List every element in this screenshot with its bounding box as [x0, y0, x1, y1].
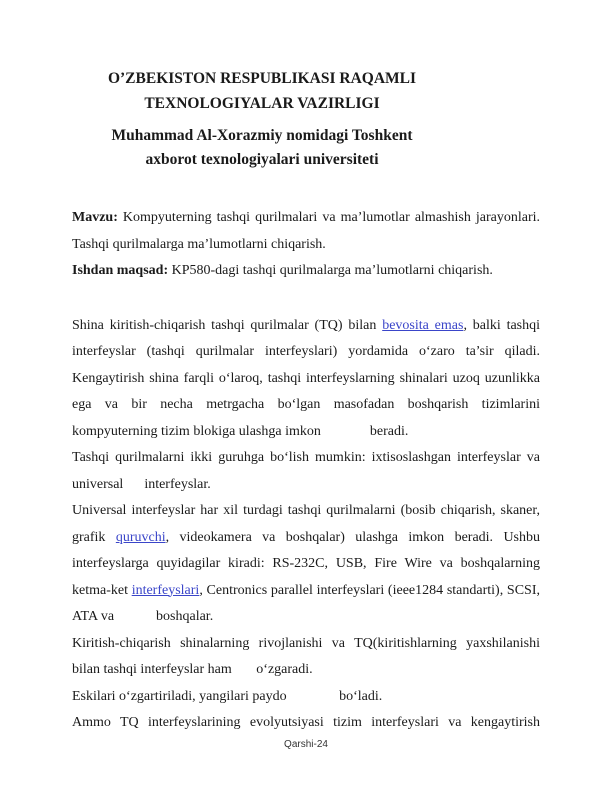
ministry-title-line-2: TEXNOLOGIYALAR VAZIRLIGI — [144, 95, 380, 112]
text-run: Eskilari o‘zgartiriladi, yangilari paydo bo‘ladi. — [72, 688, 383, 704]
document-heading — [72, 66, 452, 172]
paragraph-shina-kiritish-chiqarish — [72, 313, 540, 446]
university-subtitle-line-1: Muhammad Al-Xorazmiy nomidagi Toshkent — [111, 127, 413, 144]
university-subtitle — [72, 124, 452, 172]
university-subtitle-line-2: axborot texnologiyalari universiteti — [145, 151, 379, 168]
paragraph-ammo-tq-evolyutsiyasi — [72, 710, 540, 737]
text-run: KP580-dagi tashqi qurilmalarga ma’lumotlarni chiqarish. — [168, 263, 493, 278]
footer-page-label: Qarshi-24 — [284, 739, 328, 750]
text-run: Universal interfeyslar har xil turdagi tashqi qurilmalarni (bosib chiqarish, skaner, grafik — [72, 503, 540, 545]
document-body — [72, 205, 540, 737]
paragraph-eskilari-yangilari — [72, 684, 540, 711]
ministry-title — [72, 66, 452, 116]
text-run: Kompyuterning tashqi qurilmalari va ma’lumotlar almashish jarayonlari. Tashqi qurilmalarga ma’lumotlarni chiqarish. — [72, 210, 540, 252]
hyperlink-bevosita-emas[interactable]: bevosita emas — [382, 317, 464, 333]
paragraph-tashqi-qurilmalarni-guruhlari — [72, 445, 540, 498]
text-run: Tashqi qurilmalarni ikki guruhga bo‘lish mumkin: ixtisoslashgan interfeyslar va universal interfeyslar. — [72, 450, 540, 492]
page-footer — [0, 739, 612, 750]
text-run: Shina kiritish-chiqarish tashqi qurilmalar (TQ) bilan — [72, 317, 383, 333]
text-run: , balki tashqi interfeyslar (tashqi qurilmalar interfeyslari) yordamida o‘zaro ta’sir qiladi. Kengaytirish shina farqli o‘laroq, tashqi interfeyslarning shinalari uzoq uzunlikka ega va bir necha metrgacha bo‘lgan masofadan boshqarish tizimlarini kompyuterning tizim blokiga ulashga imkon beradi. — [72, 317, 541, 439]
paragraph-ishdan-maqsad — [72, 258, 540, 285]
text-run: , Centronics parallel interfeyslari (ieee1284 standarti), SCSI, ATA va boshqalar. — [72, 582, 540, 624]
hyperlink-quruvchi[interactable]: quruvchi — [115, 529, 166, 545]
text-run: Kiritish-chiqarish shinalarning rivojlanishi va TQ(kiritishlarning yaxshilanishi bilan tashqi interfeyslar ham o‘zgaradi. — [72, 635, 540, 677]
label-mavzu: Mavzu: — [72, 210, 118, 225]
paragraph-universal-interfeyslar — [72, 498, 540, 631]
hyperlink-interfeyslari[interactable]: interfeyslari — [131, 582, 200, 598]
ministry-title-line-1: O’ZBEKISTON RESPUBLIKASI RAQAMLI — [107, 70, 417, 87]
text-run: , videokamera va boshqalar) ulashga imkon beradi. Ushbu interfeyslarga quyidagilar kiradi: RS-232C, USB, Fire Wire va boshqalarning ketma-ket — [72, 529, 540, 598]
paragraph-kiritish-chiqarish-rivojlanishi — [72, 631, 540, 684]
paragraph-mavzu — [72, 205, 540, 258]
text-run: Ammo TQ interfeyslarining evolyutsiyasi tizim interfeyslari va kengaytirish — [72, 715, 540, 730]
label-ishdan-maqsad: Ishdan maqsad: — [72, 263, 169, 278]
